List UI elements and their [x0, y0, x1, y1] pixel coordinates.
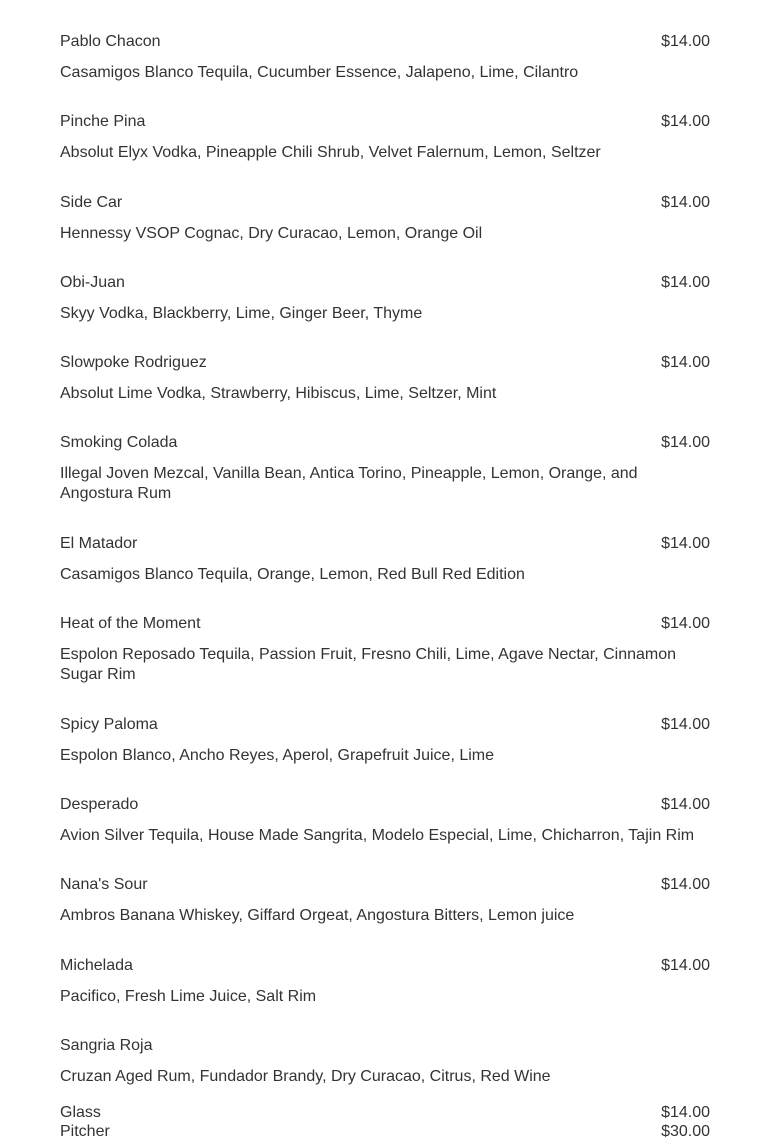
menu-item-name: Nana's Sour [60, 876, 148, 894]
menu-item-name: El Matador [60, 534, 138, 552]
menu-item-header [60, 273, 710, 292]
menu-item-header [60, 715, 710, 734]
size-options [60, 1103, 710, 1141]
menu-item-header [60, 614, 710, 633]
size-price: $30.00 [661, 1122, 710, 1140]
menu-item-description: Cruzan Aged Rum, Fundador Brandy, Dry Curacao, Citrus, Red Wine [60, 1067, 551, 1085]
menu-item [60, 193, 710, 273]
menu-item-description: Illegal Joven Mezcal, Vanilla Bean, Antica Torino, Pineapple, Lemon, Orange, and Angostura Rum [60, 465, 638, 503]
menu-item [60, 534, 710, 614]
menu-item-description: Absolut Lime Vodka, Strawberry, Hibiscus, Lime, Seltzer, Mint [60, 385, 497, 403]
menu-item-header [60, 353, 710, 372]
menu-item [60, 875, 710, 955]
menu-item [60, 433, 710, 534]
menu-item-header [60, 193, 710, 212]
menu-item-description: Pacifico, Fresh Lime Juice, Salt Rim [60, 987, 317, 1005]
size-option [60, 1103, 710, 1122]
menu-item-description: Espolon Reposado Tequila, Passion Fruit, Fresno Chili, Lime, Agave Nectar, Cinnamon Sugar Rim [60, 646, 677, 684]
menu-item-name: Pablo Chacon [60, 33, 161, 50]
size-label: Glass [60, 1103, 101, 1121]
menu-item-header [60, 795, 710, 814]
menu-item-name: Michelada [60, 956, 133, 974]
menu-item-price: $14.00 [661, 956, 710, 974]
menu-item-price: $14.00 [661, 615, 710, 633]
menu-item-name: Smoking Colada [60, 434, 178, 452]
menu-item-price: $14.00 [661, 715, 710, 733]
menu-item-name: Sangria Roja [60, 1036, 153, 1054]
menu-item-header [60, 32, 710, 51]
menu-item-header [60, 875, 710, 894]
menu-item-price: $14.00 [661, 113, 710, 131]
menu-item-description: Avion Silver Tequila, House Made Sangrita, Modelo Especial, Lime, Chicharron, Tajin Rim [60, 827, 695, 845]
menu-item-name: Slowpoke Rodriguez [60, 354, 207, 372]
menu-item-name: Pinche Pina [60, 113, 146, 131]
menu-item [60, 112, 710, 192]
menu-item [60, 795, 710, 875]
menu-item-price: $14.00 [661, 273, 710, 291]
menu-item-header [60, 433, 710, 452]
menu-item-price: $14.00 [661, 354, 710, 372]
menu-item-name: Heat of the Moment [60, 615, 201, 633]
cocktail-menu [60, 32, 710, 1140]
menu-item-description: Skyy Vodka, Blackberry, Lime, Ginger Beer, Thyme [60, 304, 423, 322]
menu-item-description: Casamigos Blanco Tequila, Cucumber Essence, Jalapeno, Lime, Cilantro [60, 64, 579, 81]
size-label: Pitcher [60, 1122, 110, 1140]
menu-item-description: Espolon Blanco, Ancho Reyes, Aperol, Grapefruit Juice, Lime [60, 746, 495, 764]
menu-item-price: $14.00 [661, 876, 710, 894]
menu-item-price: $14.00 [661, 796, 710, 814]
menu-item-header [60, 534, 710, 553]
menu-item-price: $14.00 [661, 33, 710, 50]
menu-item [60, 956, 710, 1036]
size-price: $14.00 [661, 1103, 710, 1121]
menu-item-name: Spicy Paloma [60, 715, 158, 733]
menu-item [60, 715, 710, 795]
menu-item-header [60, 956, 710, 975]
menu-item-description: Hennessy VSOP Cognac, Dry Curacao, Lemon, Orange Oil [60, 224, 483, 242]
menu-item-description: Ambros Banana Whiskey, Giffard Orgeat, Angostura Bitters, Lemon juice [60, 907, 575, 925]
menu-item-name: Desperado [60, 796, 139, 814]
menu-item-header [60, 112, 710, 131]
menu-item-sangria [60, 1036, 710, 1140]
menu-item-price: $14.00 [661, 534, 710, 552]
size-option [60, 1122, 710, 1141]
menu-item [60, 273, 710, 353]
menu-item-price: $14.00 [661, 434, 710, 452]
menu-item-description: Absolut Elyx Vodka, Pineapple Chili Shrub, Velvet Falernum, Lemon, Seltzer [60, 144, 601, 162]
menu-item-name: Side Car [60, 193, 123, 211]
menu-item [60, 353, 710, 433]
menu-item [60, 32, 710, 112]
menu-item-header [60, 1036, 710, 1055]
menu-item-name: Obi-Juan [60, 273, 125, 291]
menu-item [60, 614, 710, 715]
menu-item-price: $14.00 [661, 193, 710, 211]
menu-item-description: Casamigos Blanco Tequila, Orange, Lemon, Red Bull Red Edition [60, 565, 525, 583]
